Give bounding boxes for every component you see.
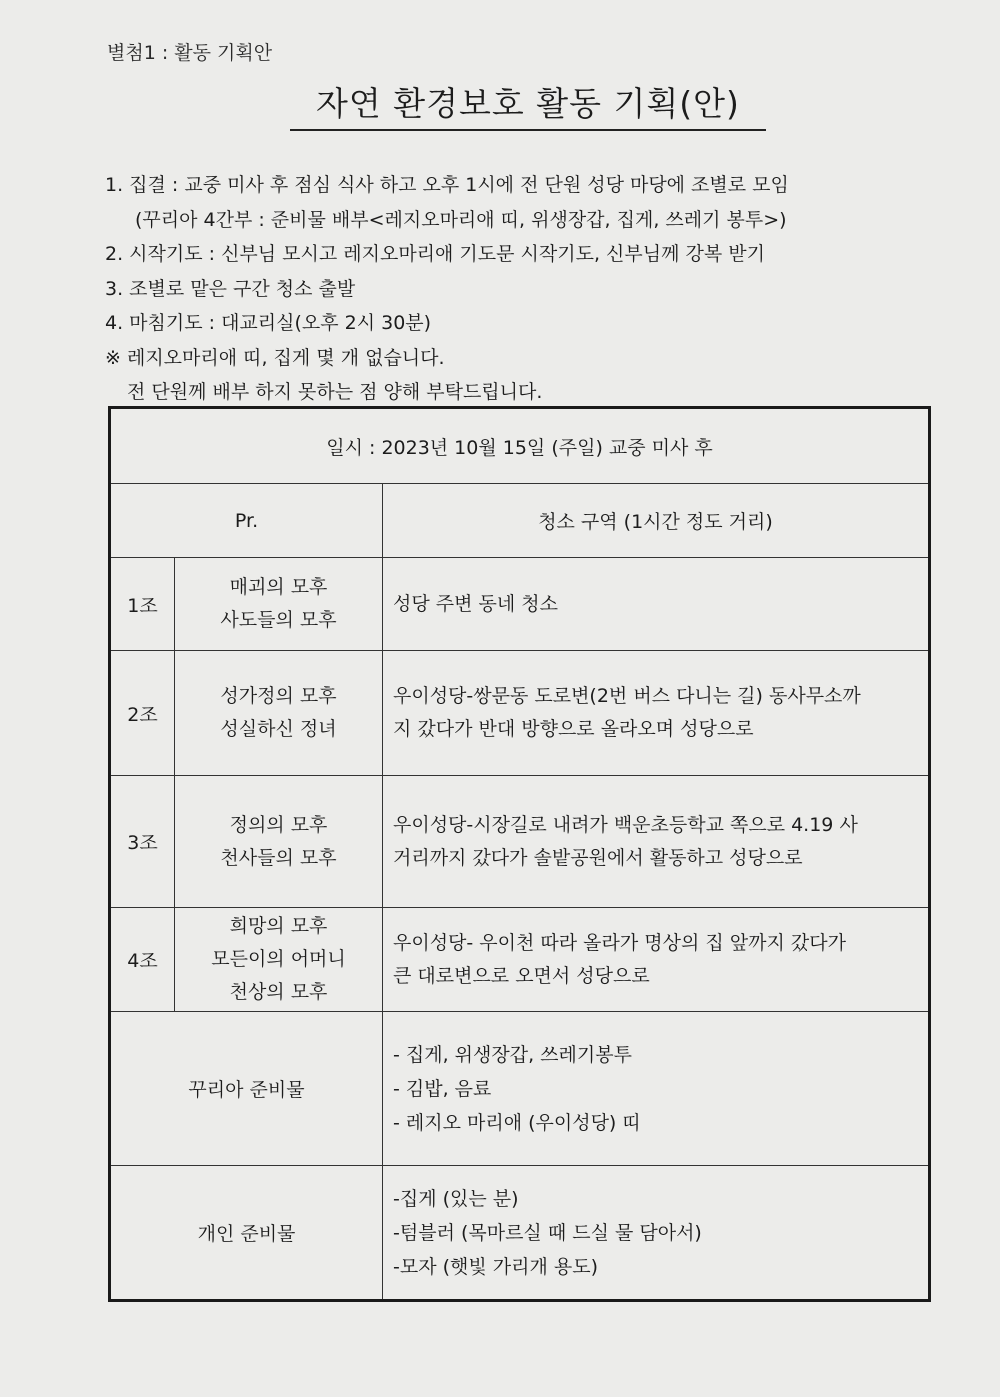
pr-names [175, 776, 383, 908]
pr-names [175, 651, 383, 776]
table-row [110, 558, 930, 651]
area-line: 성당 주변 동네 청소 [393, 592, 558, 615]
group-label: 4조 [110, 908, 175, 1012]
instruction-item: 1. 집결 : 교중 미사 후 점심 식사 하고 오후 1시에 전 단원 성당 마당에 조별로 모임 [105, 174, 789, 196]
instruction-item: 3. 조별로 맡은 구간 청소 출발 [105, 277, 356, 300]
pr-name: 천상의 모후 [229, 981, 328, 1003]
group-label: 1조 [110, 558, 175, 651]
table-row [110, 1166, 930, 1301]
date-header: 일시 : 2023년 10월 15일 (주일) 교중 미사 후 [110, 408, 930, 484]
curia-prep-items [383, 1012, 930, 1166]
personal-prep-label: 개인 준비물 [110, 1166, 383, 1301]
prep-item: - 집게, 위생장갑, 쓰레기봉투 [393, 1043, 632, 1066]
table-row [110, 484, 930, 558]
curia-prep-label: 꾸리아 준비물 [110, 1012, 383, 1166]
attachment-label: 별첨1 : 활동 기획안 [107, 42, 273, 64]
instruction-item: (꾸리아 4간부 : 준비물 배부<레지오마리애 띠, 위생장갑, 집게, 쓰레기 봉투>) [135, 208, 787, 231]
table-row [110, 1012, 930, 1166]
column-header-pr: Pr. [110, 484, 383, 558]
area-line: 지 갔다가 반대 방향으로 올라오며 성당으로 [393, 718, 754, 740]
table-row [110, 908, 930, 1012]
instruction-list [105, 168, 925, 410]
cleaning-area [383, 558, 930, 651]
prep-item: -모자 (햇빛 가리개 용도) [393, 1255, 598, 1278]
table-row [110, 408, 930, 484]
cleaning-area [383, 651, 930, 776]
area-line: 거리까지 갔다가 솔밭공원에서 활동하고 성당으로 [393, 846, 803, 869]
table-row [110, 651, 930, 776]
pr-names [175, 908, 383, 1012]
group-label: 2조 [110, 651, 175, 776]
plan-table [108, 406, 931, 1302]
pr-name: 성실하신 정녀 [220, 718, 337, 740]
pr-name: 희망의 모후 [229, 915, 328, 937]
pr-name: 모든이의 어머니 [211, 948, 346, 970]
pr-name: 사도들의 모후 [220, 609, 337, 631]
cleaning-area [383, 776, 930, 908]
prep-item: -텀블러 (목마르실 때 드실 물 담아서) [393, 1221, 702, 1244]
personal-prep-items [383, 1166, 930, 1301]
pr-names [175, 558, 383, 651]
prep-item: - 레지오 마리애 (우이성당) 띠 [393, 1111, 641, 1134]
area-line: 우이성당-쌍문동 도로변(2번 버스 다니는 길) 동사무소까 [393, 685, 861, 707]
pr-name: 정의의 모후 [229, 813, 328, 836]
pr-name: 천사들의 모후 [220, 846, 337, 869]
area-line: 우이성당-시장길로 내려가 백운초등학교 쪽으로 4.19 사 [393, 813, 858, 836]
cleaning-area [383, 908, 930, 1012]
prep-item: -집게 (있는 분) [393, 1187, 519, 1210]
area-line: 우이성당- 우이천 따라 올라가 명상의 집 앞까지 갔다가 [393, 931, 846, 954]
pr-name: 매괴의 모후 [229, 576, 328, 598]
pr-name: 성가정의 모후 [220, 685, 337, 707]
note-item: 전 단원께 배부 하지 못하는 점 양해 부탁드립니다. [127, 381, 543, 403]
prep-item: - 김밥, 음료 [393, 1077, 492, 1100]
instruction-item: 2. 시작기도 : 신부님 모시고 레지오마리애 기도문 시작기도, 신부님께 강복 받기 [105, 243, 765, 265]
table-row [110, 776, 930, 908]
column-header-area: 청소 구역 (1시간 정도 거리) [383, 484, 930, 558]
group-label: 3조 [110, 776, 175, 908]
document-title: 자연 환경보호 활동 기획(안) [290, 78, 766, 131]
area-line: 큰 대로변으로 오면서 성당으로 [393, 964, 650, 987]
note-item: ※ 레지오마리애 띠, 집게 몇 개 없습니다. [105, 346, 445, 369]
instruction-item: 4. 마침기도 : 대교리실(오후 2시 30분) [105, 312, 432, 334]
